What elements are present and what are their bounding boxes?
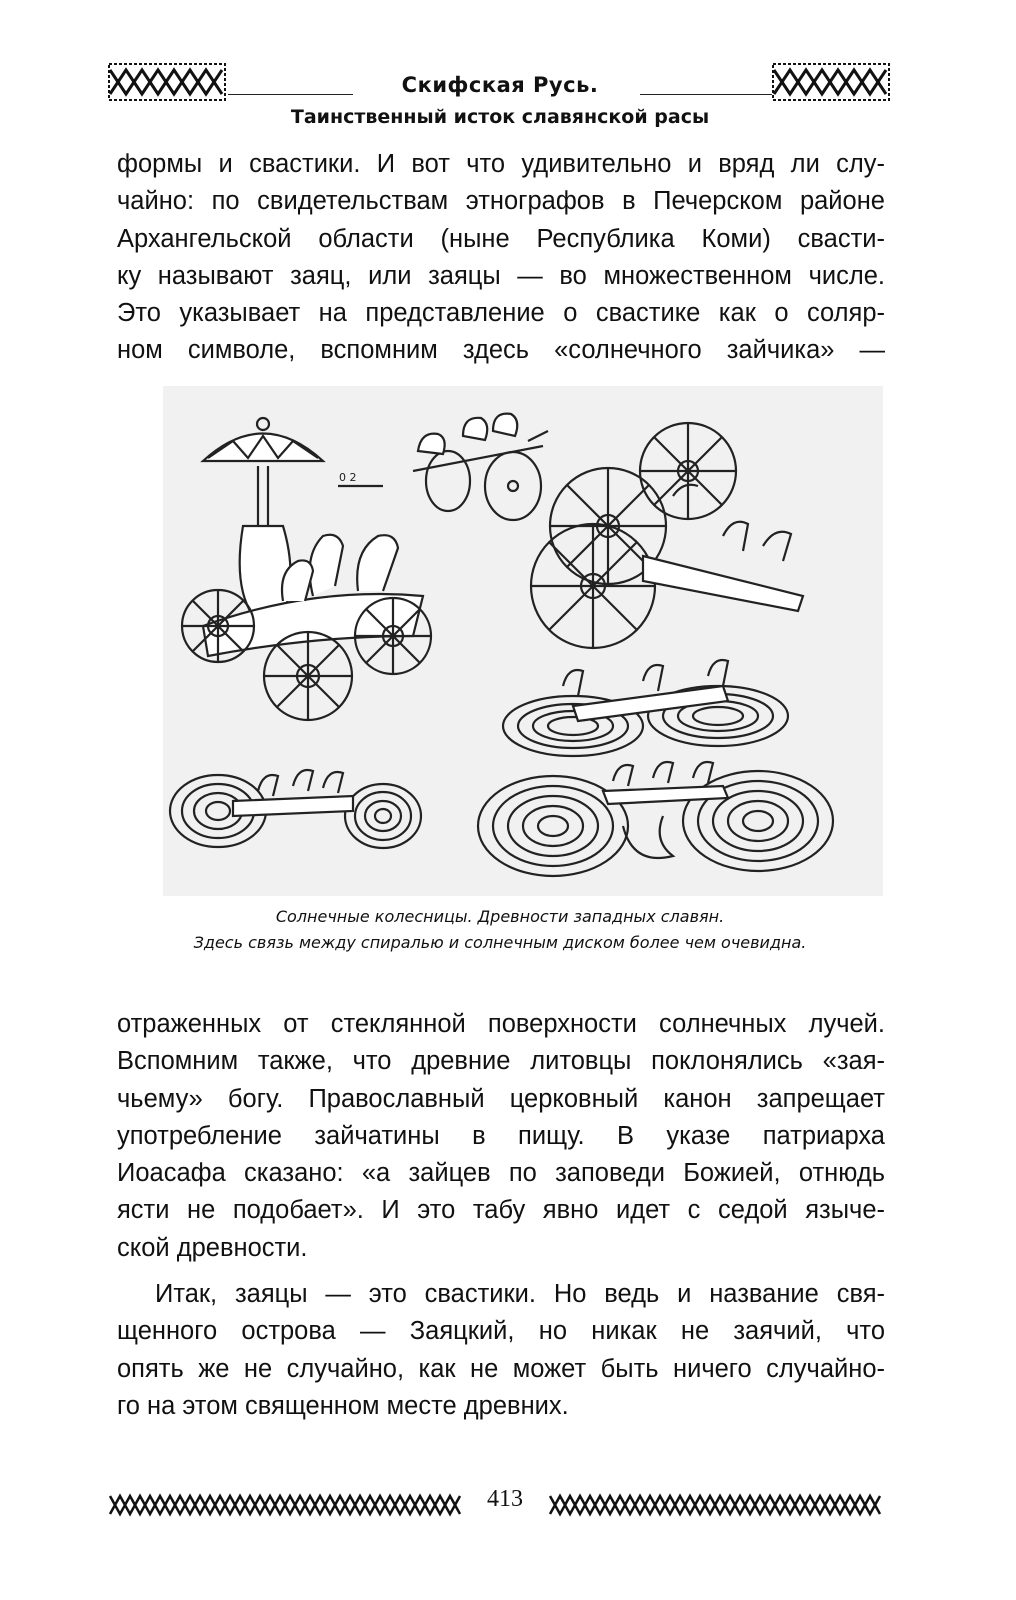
running-title: Скифская Русь. — [401, 73, 599, 97]
text-line: Это указывает на представление о свастике как о соляр- — [117, 299, 885, 328]
text-block-paragraph-2 — [117, 1276, 885, 1425]
page-number: 413 — [487, 1486, 523, 1512]
text-line: Архангельской области (ныне Республика Коми) свасти- — [117, 224, 885, 253]
header-ornament-right-icon — [772, 62, 890, 102]
text-line: опять же не случайно, как не может быть ничего случайно- — [117, 1354, 885, 1383]
header-ornament-left-icon — [108, 62, 226, 102]
text-block-bottom — [117, 1006, 885, 1267]
text-line: Вспомним также, что древние литовцы поклонялись «зая- — [117, 1047, 885, 1076]
text-block-top — [117, 146, 885, 370]
text-line: чайно: по свидетельствам этнографов в Печерском районе — [117, 187, 885, 216]
illustration-drawing — [163, 386, 883, 896]
running-subtitle: Таинственный исток славянской расы — [290, 106, 710, 128]
text-line: ской древности. — [117, 1233, 308, 1262]
header-rule-right — [640, 94, 772, 95]
text-line: го на этом священном месте древних. — [117, 1391, 569, 1420]
figure-caption-line-2: Здесь связь между спиралью и солнечным диском более чем очевидна. — [193, 933, 807, 952]
text-line: ясти не подобает». И это табу явно идет с седой языче- — [117, 1196, 885, 1225]
text-line: щенного острова — Заяцкий, но никак не заячий, что — [117, 1317, 885, 1346]
footer-ornament-right-icon — [548, 1490, 883, 1520]
text-line: Итак, заяцы — это свастики. Но ведь и название свя- — [155, 1280, 885, 1308]
figure-caption-line-1: Солнечные колесницы. Древности западных славян. — [275, 907, 725, 926]
text-line: Иоасафа сказано: «а зайцев по заповеди Божией, отнюдь — [117, 1159, 885, 1188]
text-line: ку называют заяц, или заяцы — во множественном числе. — [117, 261, 885, 290]
text-line: формы и свастики. И вот что удивительно и вряд ли слу- — [117, 150, 885, 178]
scale-label: 0 2 — [339, 471, 357, 484]
text-line: чьему» богу. Православный церковный канон запрещает — [117, 1084, 885, 1113]
solar-chariots-illustration — [163, 386, 883, 896]
text-line: употребление зайчатины в пищу. В указе патриарха — [117, 1121, 885, 1150]
text-line: отраженных от стеклянной поверхности солнечных лучей. — [117, 1010, 885, 1038]
text-line: ном символе, вспомним здесь «солнечного зайчика» — — [117, 336, 885, 365]
footer-ornament-left-icon — [108, 1490, 463, 1520]
